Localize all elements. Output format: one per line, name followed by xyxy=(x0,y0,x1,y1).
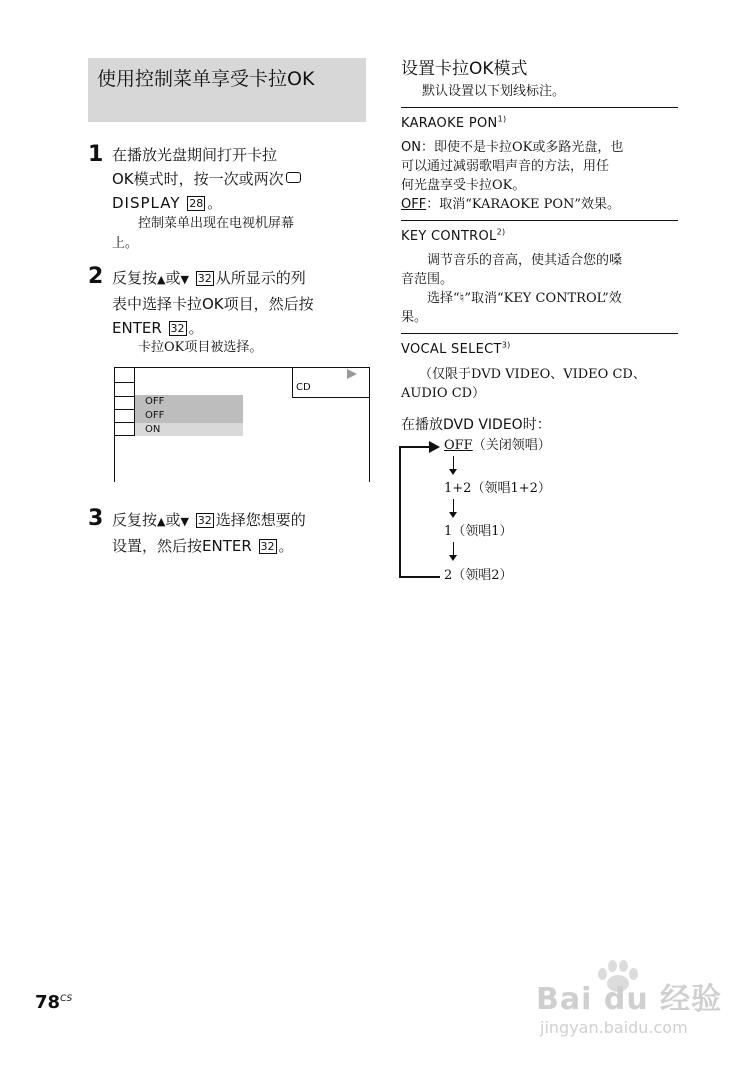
osd-info-divider xyxy=(292,397,370,398)
divider xyxy=(401,333,678,334)
section-subheading: 默认设置以下划线标注。 xyxy=(422,84,566,99)
loop-line-top xyxy=(399,446,429,448)
step-1-note: 控制菜单出现在电视机屏幕 上。 xyxy=(112,216,295,251)
vocal-select-description: （仅限于DVD VIDEO、VIDEO CD、 AUDIO CD） xyxy=(401,367,646,401)
step-2-note: 卡拉OK项目被选择。 xyxy=(138,340,263,355)
osd-cd-label: CD xyxy=(296,382,311,393)
osd-menu-icon-4 xyxy=(114,409,135,423)
page-number: $78^{CS}$ xyxy=(35,992,73,1013)
section-heading: 设置卡拉OK模式 xyxy=(401,59,528,79)
karaoke-pon-description: ON：即使不是卡拉OK或多路光盘，也 可以通过减弱歌唱声音的方法，用任 何光盘享受卡拉OK。 OFF：取消“KARAOKE PON”效果。 xyxy=(401,140,624,212)
flow-item-2: 2（领唱2） xyxy=(444,568,513,583)
natural-key-icon: ♮ xyxy=(459,291,465,306)
ref-box-32: 32 xyxy=(197,272,212,285)
ref-box-32: 32 xyxy=(260,540,275,553)
play-icon xyxy=(347,369,357,379)
osd-top-border xyxy=(114,367,370,368)
karaoke-pon-title: KARAOKE PON$^{1)}$ xyxy=(401,114,507,131)
step-2-line-2: 表中选择卡拉OK项目，然后按 xyxy=(112,295,314,313)
ref-box-32: 32 xyxy=(170,322,185,335)
page-title: 使用控制菜单享受卡拉OK xyxy=(97,68,315,90)
up-arrow-icon: ▲ xyxy=(157,515,166,528)
loop-line-bottom xyxy=(399,576,440,578)
divider xyxy=(401,107,678,108)
step-3-text xyxy=(112,508,368,558)
baidu-watermark: Bai du 经验 xyxy=(536,982,723,1017)
osd-right-border xyxy=(369,367,370,482)
osd-menu-icon-5 xyxy=(114,422,135,436)
loop-arrow-icon xyxy=(429,441,440,453)
down-arrow-icon: ▼ xyxy=(180,273,189,286)
dvd-video-playing-label: 在播放DVD VIDEO时： xyxy=(401,417,551,433)
up-arrow-icon: ▲ xyxy=(157,273,166,286)
step-3-line-2: 设置，然后按ENTER 32 。 xyxy=(112,537,294,555)
divider xyxy=(401,220,678,221)
step-2-line-3: ENTER 32 。 xyxy=(112,319,204,337)
step-2-line-1: 反复按▲或▼ 32 从所显示的列 xyxy=(112,269,306,287)
flow-item-off: OFF（关闭领唱） xyxy=(444,438,551,453)
vocal-select-title: VOCAL SELECT$^{3)}$ xyxy=(401,340,511,357)
ref-box-32: 32 xyxy=(197,514,212,527)
default-option-off: OFF xyxy=(401,197,427,212)
step-1-line-2: OK模式时，按一次或两次 xyxy=(112,167,362,191)
ref-box-28: 28 xyxy=(189,197,204,210)
control-menu-display xyxy=(114,367,370,482)
key-control-description: 调节音乐的音高，使其适合您的嗓 音范围。 选择“♮”取消“KEY CONTROL”效 果。 xyxy=(401,253,623,325)
step-1-line-1: 在播放光盘期间打开卡拉 xyxy=(112,146,278,164)
step-1-text xyxy=(112,143,362,215)
osd-info-left-border xyxy=(292,367,293,397)
flow-arrowhead-icon xyxy=(449,469,457,475)
osd-option-off-current: OFF xyxy=(135,395,243,409)
loop-line-vertical xyxy=(399,446,401,577)
step-3-line-1: 反复按▲或▼ 32 选择您想要的 xyxy=(112,511,306,529)
osd-option-on: ON xyxy=(135,423,243,436)
flow-arrowhead-icon xyxy=(449,512,457,518)
step-1-line-3: DISPLAY 28 。 xyxy=(112,194,223,212)
flow-item-1plus2: 1+2（领唱1+2） xyxy=(444,481,551,496)
osd-menu-icon-3 xyxy=(114,396,135,410)
watermark-url: jingyan.baidu.com xyxy=(540,1018,688,1037)
key-control-title: KEY CONTROL$^{2)}$ xyxy=(401,227,506,244)
osd-menu-icon-2 xyxy=(114,382,135,397)
down-arrow-icon: ▼ xyxy=(180,515,189,528)
flow-arrowhead-icon xyxy=(449,555,457,561)
osd-menu-icon-1 xyxy=(114,367,135,383)
step-2-text xyxy=(112,266,368,340)
step-1-number: 1 xyxy=(88,142,104,167)
step-3-number: 3 xyxy=(88,506,104,531)
osd-option-off: OFF xyxy=(135,409,243,423)
flow-item-1: 1（领唱1） xyxy=(444,524,513,539)
step-2-number: 2 xyxy=(88,264,104,289)
display-button-icon xyxy=(286,172,301,183)
